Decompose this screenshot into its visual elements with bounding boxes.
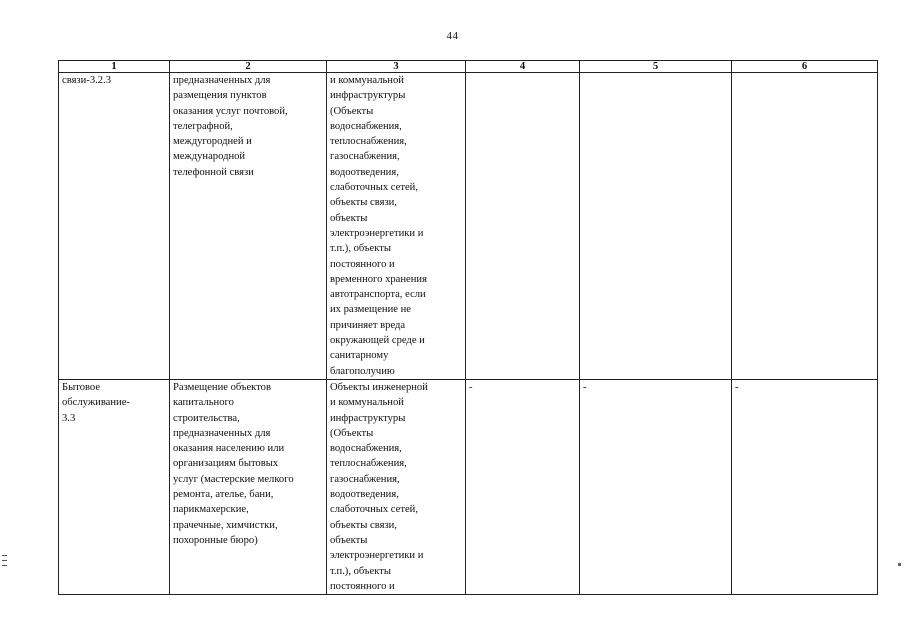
page-number: 44: [446, 30, 459, 42]
column-header: 3: [327, 61, 466, 73]
column-header: 4: [466, 61, 580, 73]
table-cell-col6: -: [732, 379, 878, 594]
table-cell-col4: [466, 73, 580, 380]
table-header-row: [59, 61, 878, 73]
table-row: [59, 379, 878, 594]
table-cell-description: Размещение объектов капитального строительства, предназначенных для оказания населению или организациям бытовых услуг (мастерские мелкого ремонта, ателье, бани, парикмахерские, прачечные, химчистки, похоронные бюро): [170, 379, 327, 594]
column-header: 6: [732, 61, 878, 73]
column-header: 2: [170, 61, 327, 73]
table-cell-use-code: Бытовое обслуживание- 3.3: [59, 379, 170, 594]
zoning-table: [58, 60, 878, 595]
column-header: 1: [59, 61, 170, 73]
scan-dot: [898, 563, 901, 566]
table-cell-description: предназначенных для размещения пунктов оказания услуг почтовой, телеграфной, междугородней и международной телефонной связи: [170, 73, 327, 380]
table-cell-auxiliary-uses: Объекты инженерной и коммунальной инфраструктуры (Объекты водоснабжения, теплоснабжения, газоснабжения, водоотведения, слаботочных сетей, объекты связи, объекты электроэнергетики и т.п.), объекты постоянного и: [327, 379, 466, 594]
table-cell-col5: [580, 73, 732, 380]
column-header: 5: [580, 61, 732, 73]
scan-margin-marks: [2, 555, 8, 570]
table-cell-use-code: связи-3.2.3: [59, 73, 170, 380]
table-cell-col5: -: [580, 379, 732, 594]
table-cell-col4: -: [466, 379, 580, 594]
table-cell-col6: [732, 73, 878, 380]
table-row: [59, 73, 878, 380]
table-cell-auxiliary-uses: и коммунальной инфраструктуры (Объекты водоснабжения, теплоснабжения, газоснабжения, водоотведения, слаботочных сетей, объекты связи, объекты электроэнергетики и т.п.), объекты постоянного и временного хранения автотранспорта, если их размещение не причиняет вреда окружающей среде и санитарному благополучию: [327, 73, 466, 380]
